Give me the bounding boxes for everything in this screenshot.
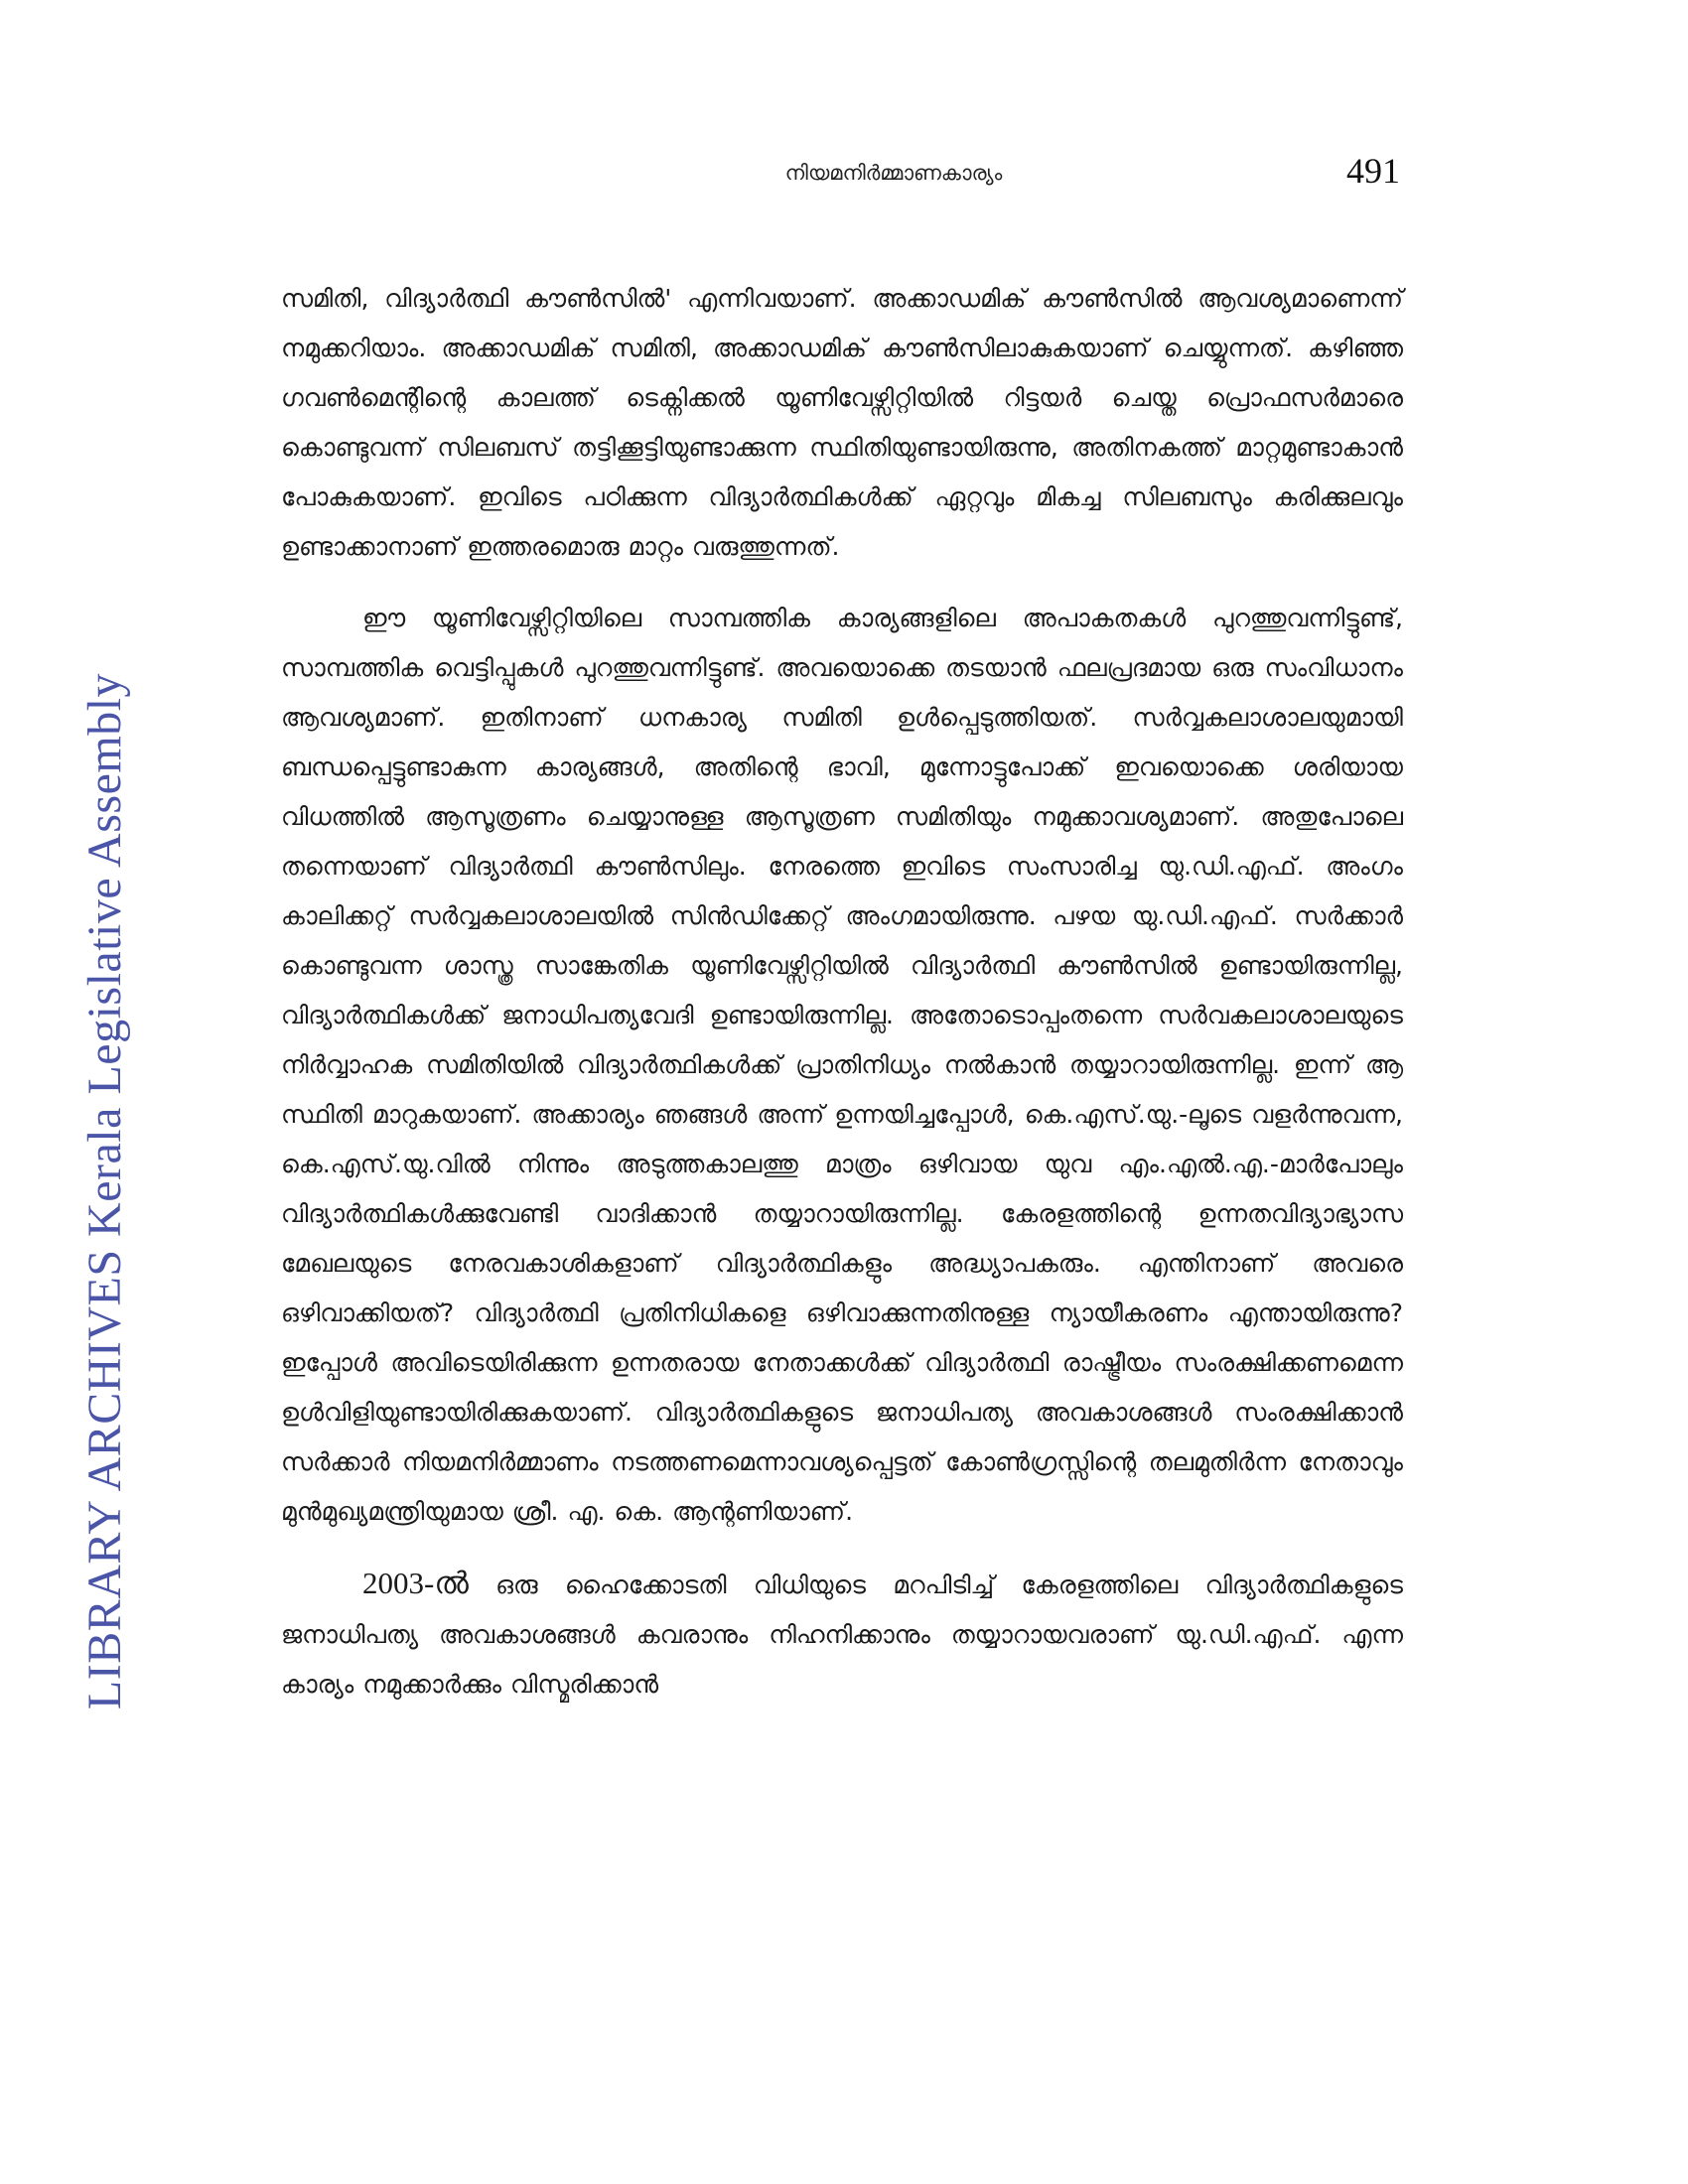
- running-title: നിയമനിർമ്മാണകാര്യം: [784, 161, 1003, 185]
- paragraph-3-lead-year: 2003-ൽ: [362, 1566, 469, 1600]
- archive-watermark: LIBRARY ARCHIVES Kerala Legislative Assembly: [78, 672, 131, 1710]
- paragraph-2: ഈ യൂണിവേഴ്സിറ്റിയിലെ സാമ്പത്തിക കാര്യങ്ങളിലെ അപാകതകൾ പുറത്തുവന്നിട്ടുണ്ട്, സാമ്പത്തിക വെട്ടിപ്പുകൾ പുറത്തുവന്നിട്ടുണ്ട്. അവയൊക്കെ തടയാൻ ഫലപ്രദമായ ഒരു സംവിധാനം ആവശ്യമാണ്. ഇതിനാണ് ധനകാര്യ സമിതി ഉൾപ്പെടുത്തിയത്. സർവ്വകലാശാലയുമായി ബന്ധപ്പെട്ടുണ്ടാകുന്ന കാര്യങ്ങൾ, അതിന്റെ ഭാവി, മുന്നോട്ടുപോക്ക് ഇവയൊക്കെ ശരിയായ വിധത്തിൽ ആസൂത്രണം ചെയ്യാനുള്ള ആസൂത്രണ സമിതിയും നമുക്കാവശ്യമാണ്. അതുപോലെ തന്നെയാണ് വിദ്യാർത്ഥി കൗൺസിലും. നേരത്തെ ഇവിടെ സംസാരിച്ച യു.ഡി.എഫ്. അംഗം കാലിക്കറ്റ് സർവ്വകലാശാലയിൽ സിൻഡിക്കേറ്റ് അംഗമായിരുന്നു. പഴയ യു.ഡി.എഫ്. സർക്കാർ കൊണ്ടുവന്ന ശാസ്ത്ര സാങ്കേതിക യൂണിവേഴ്സിറ്റിയിൽ വിദ്യാർത്ഥി കൗൺസിൽ ഉണ്ടായിരുന്നില്ല, വിദ്യാർത്ഥികൾക്ക് ജനാധിപത്യവേദി ഉണ്ടായിരുന്നില്ല. അതോടൊപ്പംതന്നെ സർവകലാശാലയുടെ നിർവ്വാഹക സമിതിയിൽ വിദ്യാർത്ഥികൾക്ക് പ്രാതിനിധ്യം നൽകാൻ തയ്യാറായിരുന്നില്ല. ഇന്ന് ആ സ്ഥിതി മാറുകയാണ്. അക്കാര്യം ഞങ്ങൾ അന്ന് ഉന്നയിച്ചപ്പോൾ, കെ.എസ്.യു.-ലൂടെ വളർന്നുവന്ന, കെ.എസ്.യു.വിൽ നിന്നും അടുത്തകാലത്തു മാത്രം ഒഴിവായ യുവ എം.എൽ.എ.-മാർപോലും വിദ്യാർത്ഥികൾക്കുവേണ്ടി വാദിക്കാൻ തയ്യാറായിരുന്നില്ല. കേരളത്തിന്റെ ഉന്നതവിദ്യാഭ്യാസ മേഖലയുടെ നേരവകാശികളാണ് വിദ്യാർത്ഥികളും അദ്ധ്യാപകരും. എന്തിനാണ് അവരെ ഒഴിവാക്കിയത്? വിദ്യാർത്ഥി പ്രതിനിധികളെ ഒഴിവാക്കുന്നതിനുള്ള ന്യായീകരണം എന്തായിരുന്നു? ഇപ്പോൾ അവിടെയിരിക്കുന്ന ഉന്നതരായ നേതാക്കൾക്ക് വിദ്യാർത്ഥി രാഷ്ട്രീയം സംരക്ഷിക്കണമെന്ന ഉൾവിളിയുണ്ടായിരിക്കുകയാണ്. വിദ്യാർത്ഥികളുടെ ജനാധിപത്യ അവകാശങ്ങൾ സംരക്ഷിക്കാൻ സർക്കാർ നിയമനിർമ്മാണം നടത്തണമെന്നാവശ്യപ്പെട്ടത് കോൺഗ്രസ്സിന്റെ തലമുതിർന്ന നേതാവും മുൻമുഖ്യമന്ത്രിയുമായ ശ്രീ. എ. കെ. ആന്റണിയാണ്.: [281, 604, 1403, 1526]
- paragraph-3-text: ഒരു ഹൈക്കോടതി വിധിയുടെ മറപിടിച്ച് കേരളത്തിലെ വിദ്യാർത്ഥികളുടെ ജനാധിപത്യ അവകാശങ്ങൾ കവരാനും നിഹനിക്കാനും തയ്യാറായവരാണ് യു.ഡി.എഫ്. എന്ന കാര്യം നമുക്കാർക്കും വിസ്മരിക്കാൻ: [281, 1570, 1403, 1699]
- paragraph-3: [281, 1559, 1403, 1709]
- page-number: 491: [1346, 151, 1400, 191]
- body-text: [281, 274, 1403, 1709]
- paragraph-1: സമിതി, വിദ്യാർത്ഥി കൗൺസിൽ' എന്നിവയാണ്. അക്കാഡമിക് കൗൺസിൽ ആവശ്യമാണെന്ന് നമുക്കറിയാം. അക്കാഡമിക് സമിതി, അക്കാഡമിക് കൗൺസിലാകുകയാണ് ചെയ്യുന്നത്. കഴിഞ്ഞ ഗവൺമെന്റിന്റെ കാലത്ത് ടെക്നിക്കൽ യൂണിവേഴ്സിറ്റിയിൽ റിട്ടയർ ചെയ്ത പ്രൊഫസർമാരെ കൊണ്ടുവന്ന് സിലബസ് തട്ടിക്കൂട്ടിയുണ്ടാക്കുന്ന സ്ഥിതിയുണ്ടായിരുന്നു, അതിനകത്ത് മാറ്റമുണ്ടാകാൻ പോകുകയാണ്. ഇവിടെ പഠിക്കുന്ന വിദ്യാർത്ഥികൾക്ക് ഏറ്റവും മികച്ച സിലബസും കരിക്കുലവും ഉണ്ടാക്കാനാണ് ഇത്തരമൊരു മാറ്റം വരുത്തുന്നത്.: [281, 284, 1403, 561]
